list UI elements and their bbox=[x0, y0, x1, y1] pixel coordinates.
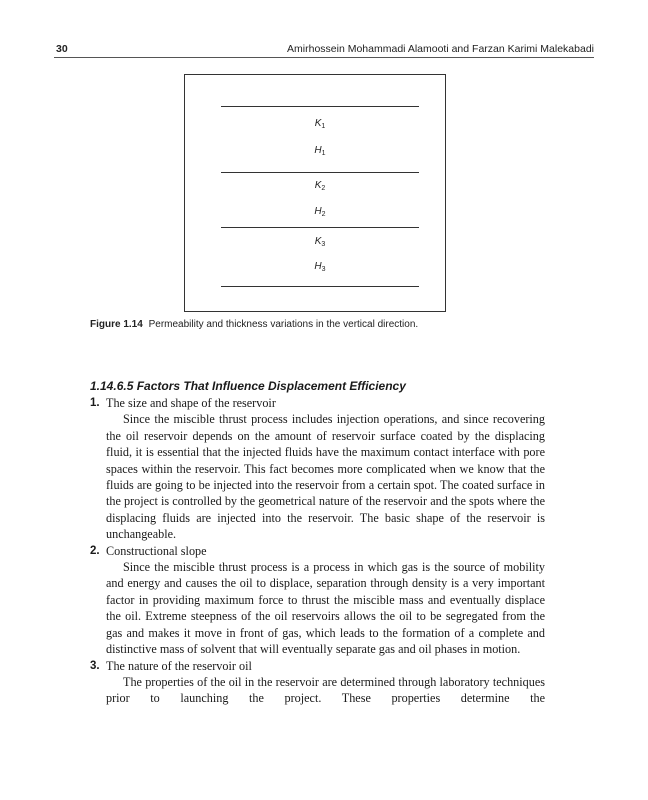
layer-boundary-1-2 bbox=[221, 172, 419, 173]
list-item-number: 2. bbox=[90, 544, 100, 557]
figure-layers-diagram bbox=[184, 74, 446, 312]
layer-3-permeability: $K_3$ bbox=[314, 236, 326, 248]
factor-list bbox=[90, 395, 545, 707]
page-number: 30 bbox=[56, 43, 68, 55]
layer-boundary-bottom bbox=[221, 286, 419, 287]
caption-label: Figure 1.14 bbox=[90, 319, 143, 330]
layer-1-thickness: $H_1$ bbox=[314, 145, 326, 157]
figure-caption bbox=[90, 319, 560, 330]
layer-2-thickness: $H_2$ bbox=[314, 206, 326, 218]
list-item-title: The nature of the reservoir oil bbox=[106, 658, 252, 673]
header-rule bbox=[54, 57, 594, 58]
layer-3-thickness: $H_3$ bbox=[314, 261, 326, 273]
layer-1-permeability: $K_1$ bbox=[314, 118, 326, 130]
list-item-heading bbox=[90, 543, 545, 559]
list-item-title: The size and shape of the reservoir bbox=[106, 396, 276, 410]
list-item-number: 3. bbox=[90, 659, 100, 672]
list-item-title: Constructional slope bbox=[106, 543, 207, 558]
list-item-paragraph: The properties of the oil in the reservoir are determined through laboratory techniques prior to launching the project. These properties determine the bbox=[106, 674, 545, 706]
layer-2-permeability: $K_2$ bbox=[314, 180, 326, 192]
list-item-number: 1. bbox=[90, 397, 100, 409]
list-item-paragraph: Since the miscible thrust process includes injection operations, and since recovering the oil reservoir depends on the amount of reservoir surface coated by the displacing fluid, it is essential that the injected fluids have the maximum contact interface with pore spaces within the reservoir. This fact becomes more complicated when we know that the fluids are going to be injected into the reservoir from a certain spot. The coated surface in the project is controlled by the geometrical nature of the reservoir and the spots where the displacing fluids are injected into the reservoir. The basic shape of the reservoir is unchangeable. bbox=[106, 412, 545, 542]
header-authors: Amirhossein Mohammadi Alamooti and Farzan Karimi Malekabadi bbox=[287, 43, 594, 55]
list-item-heading bbox=[90, 395, 545, 411]
section-title: 1.14.6.5 Factors That Influence Displacement Efficiency bbox=[90, 379, 406, 393]
list-item-paragraph: Since the miscible thrust process is a process in which gas is the source of mobility and energy and causes the oil to displace, separation through density is a very important factor in providing maximum force to thrust the miscible mass and eventually displace the oil. Extreme steepness of the oil reservoirs allows the oil to be segregated from the gas and makes it move in front of gas, which leads to the formation of a complete and distinctive mass of solvent that will eventually separate gas and oil phases in motion. bbox=[106, 560, 545, 657]
layer-boundary-top bbox=[221, 106, 419, 107]
caption-text: Permeability and thickness variations in the vertical direction. bbox=[148, 319, 419, 330]
list-item-heading bbox=[90, 658, 545, 674]
layer-boundary-2-3 bbox=[221, 227, 419, 228]
